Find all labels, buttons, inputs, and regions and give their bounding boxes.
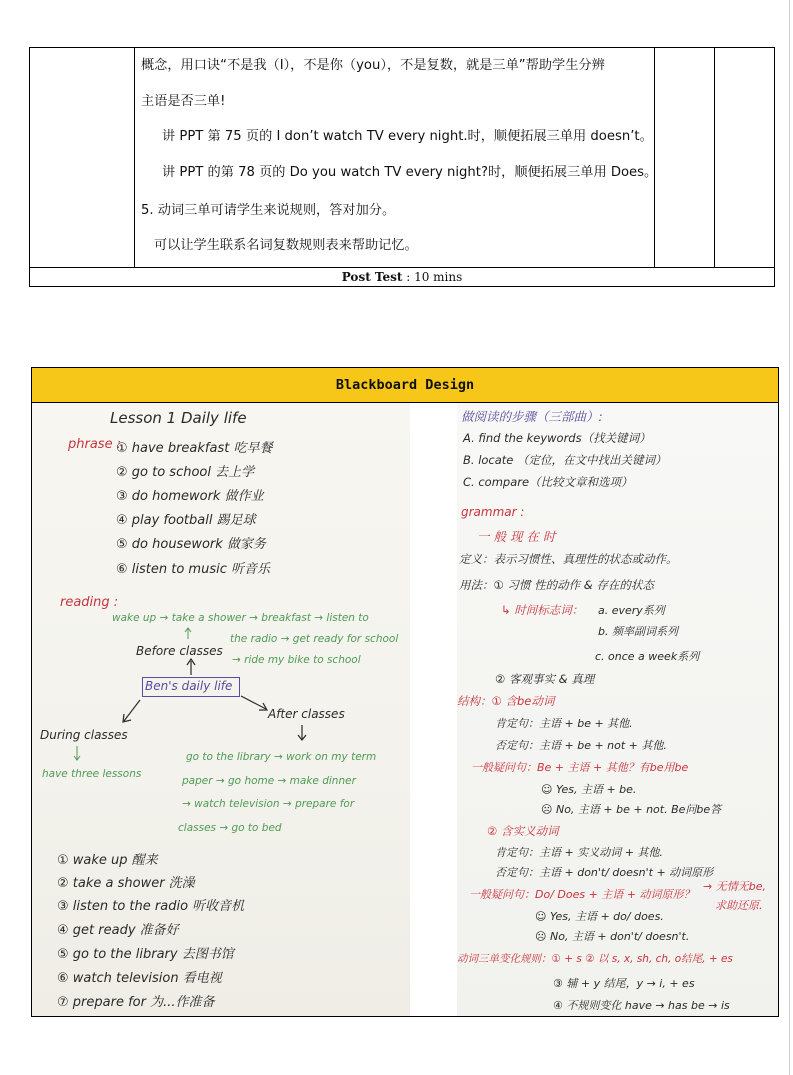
phrase-item: ① have breakfast 吃早餐: [116, 441, 273, 456]
phrase-item: ② go to school 去上学: [116, 465, 255, 480]
post-test-duration: : 10 mins: [402, 270, 463, 284]
phrase-item: ⑥ listen to music 听音乐: [116, 562, 271, 577]
verb-rule: 否定句：主语 + don't/ doesn't + 动词原形: [495, 866, 714, 879]
be-rule: 一般疑问句：Be + 主语 + 其他？有be用be: [471, 761, 689, 774]
content-line-1: 概念，用口诀“不是我（I），不是你（you），不是复数，就是三单”帮助学生分辨: [141, 58, 605, 73]
verb-rule: 肯定句：主语 + 实义动词 + 其他.: [495, 846, 663, 859]
no-be-note: 求助还原.: [715, 899, 763, 912]
be-rule: ☹ No, 主语 + be + not. Be问be答: [541, 803, 722, 816]
time-marker: b. 频率副词系列: [598, 625, 678, 638]
definition-line: 定义：表示习惯性、真理性的状态或动作。: [459, 552, 678, 566]
left-board-photo: [32, 403, 410, 1016]
during-classes-label: During classes: [40, 728, 128, 742]
time-markers-label: ↳ 时间标志词：: [501, 603, 584, 617]
table-cell-stage: [30, 48, 135, 267]
vocab-item: ⑦ prepare for 为...作准备: [57, 995, 215, 1010]
page-edge-line: [789, 0, 790, 1075]
mind-map-arrows: [32, 403, 410, 1016]
phrase-item: ③ do homework 做作业: [116, 489, 264, 504]
usage-line: 用法：① 习惯 性的动作 & 存在的状态: [459, 578, 654, 592]
content-line-3: 讲 PPT 第 75 页的 I don’t watch TV every night.时，顺便拓展三单用 doesn’t。: [162, 129, 653, 144]
post-test-label: Post Test: [341, 270, 403, 284]
reading-label: reading :: [60, 595, 119, 610]
be-rule: ☺ Yes, 主语 + be.: [541, 783, 637, 796]
before-chain-line-2: the radio → get ready for school: [230, 633, 399, 645]
vocab-item: ② take a shower 洗澡: [57, 876, 195, 891]
content-line-5: 5. 动词三单可请学生来说规则，答对加分。: [141, 203, 396, 218]
blackboard-design-section: [31, 367, 779, 1017]
third-person-rule: 动词三单变化规则：① + s ② 以 s, x, sh, ch, o结尾, + es: [457, 953, 733, 965]
verb-rule: ☹ No, 主语 + don't/ doesn't.: [535, 930, 690, 943]
verb-rule: 一般疑问句：Do/ Does + 主语 + 动词原形？: [469, 888, 695, 901]
be-rule: 肯定句：主语 + be + 其他.: [495, 717, 633, 730]
phrase-item: ⑤ do housework 做家务: [116, 537, 266, 552]
vocab-item: ③ listen to the radio 听收音机: [57, 899, 245, 914]
before-chain-line-3: → ride my bike to school: [232, 654, 361, 666]
vocab-item: ① wake up 醒来: [57, 853, 158, 868]
usage-line-2: ② 客观事实 & 真理: [495, 672, 595, 686]
reading-step: B. locate （定位，在文中找出关键词）: [463, 453, 667, 467]
phrase-label: phrase :: [68, 437, 122, 452]
after-chain-line-3: → watch television → prepare for: [182, 798, 355, 810]
after-chain-line-1: go to the library → work on my term: [186, 751, 377, 763]
after-classes-label: After classes: [268, 707, 345, 721]
reading-steps-title: 做阅读的步骤（三部曲）:: [461, 409, 603, 424]
grammar-label: grammar :: [461, 505, 525, 519]
structure-label: 结构：① 含be动词: [457, 694, 555, 708]
time-marker: a. every系列: [598, 604, 665, 617]
no-be-note: → 无情无be,: [703, 880, 766, 893]
third-person-rule: ④ 不规则变化 have → has be → is: [553, 999, 730, 1012]
table-cell-content: [134, 48, 658, 267]
table-cell-time: [654, 48, 715, 267]
lesson-plan-table: [29, 47, 775, 287]
content-line-4: 讲 PPT 的第 78 页的 Do you watch TV every night?时，顺便拓展三单用 Does。: [162, 165, 658, 180]
after-chain-line-2: paper → go home → make dinner: [182, 775, 356, 787]
vocab-item: ⑤ go to the library 去图书馆: [57, 947, 234, 962]
vocab-item: ④ get ready 准备好: [57, 923, 179, 938]
reading-step: C. compare（比较文章和选项）: [463, 475, 633, 489]
tense-title: 一 般 现 在 时: [477, 529, 556, 544]
content-line-6: 可以让学生联系名词复数规则表来帮助记忆。: [154, 238, 418, 253]
reading-step: A. find the keywords（找关键词）: [463, 431, 651, 445]
blackboard-title: Blackboard Design: [32, 368, 778, 403]
time-marker: c. once a week系列: [595, 650, 700, 663]
center-topic: Ben's daily life: [145, 679, 233, 693]
post-test-row: [30, 267, 774, 287]
vocab-item: ⑥ watch television 看电视: [57, 971, 222, 986]
verb-rule: ☺ Yes, 主语 + do/ does.: [535, 910, 664, 923]
during-detail: have three lessons: [42, 768, 142, 780]
right-board-photo: [457, 403, 778, 1016]
before-chain-line-1: wake up → take a shower → breakfast → listen to: [112, 612, 369, 624]
third-person-rule: ③ 辅 + y 结尾，y → i, + es: [553, 977, 695, 990]
verb-label: ② 含实义动词: [487, 824, 559, 838]
phrase-item: ④ play football 踢足球: [116, 513, 256, 528]
be-rule: 否定句：主语 + be + not + 其他.: [495, 739, 667, 752]
after-chain-line-4: classes → go to bed: [178, 822, 282, 834]
content-line-2: 主语是否三单!: [141, 94, 226, 109]
before-classes-label: Before classes: [136, 644, 223, 658]
lesson-heading: Lesson 1 Daily life: [110, 409, 247, 427]
